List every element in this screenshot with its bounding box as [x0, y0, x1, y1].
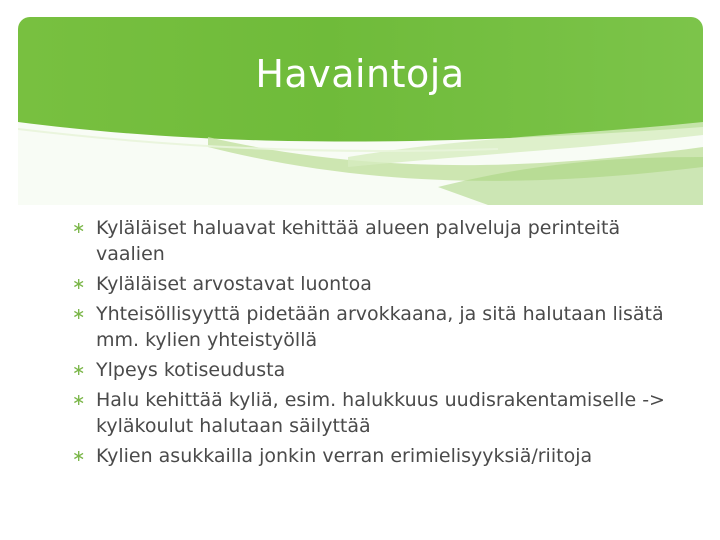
- list-item: [72, 271, 672, 297]
- list-item-text: Kylien asukkailla jonkin verran erimielisyyksiä/riitoja: [96, 445, 593, 467]
- list-item-text: Halu kehittää kyliä, esim. halukkuus uudisrakentamiselle -> kyläkoulut halutaan säilyttää: [96, 389, 665, 437]
- title-banner: [18, 17, 703, 205]
- asterisk-bullet-icon: ∗: [72, 304, 86, 323]
- asterisk-bullet-icon: ∗: [72, 218, 86, 237]
- slide-title-text: Havaintoja: [255, 52, 465, 96]
- slide-title: [0, 52, 720, 96]
- list-item-text: Yhteisöllisyyttä pidetään arvokkaana, ja sitä halutaan lisätä mm. kylien yhteistyöllä: [96, 303, 664, 351]
- list-item-text: Kyläläiset arvostavat luontoa: [96, 273, 372, 295]
- list-item-text: Ylpeys kotiseudusta: [96, 359, 286, 381]
- list-item: [72, 215, 672, 267]
- asterisk-bullet-icon: ∗: [72, 446, 86, 465]
- asterisk-bullet-icon: ∗: [72, 274, 86, 293]
- list-item: [72, 357, 672, 383]
- list-item: [72, 443, 672, 469]
- decorative-waves: [18, 17, 703, 205]
- bullet-list: [72, 215, 672, 473]
- asterisk-bullet-icon: ∗: [72, 360, 86, 379]
- asterisk-bullet-icon: ∗: [72, 390, 86, 409]
- list-item-text: Kyläläiset haluavat kehittää alueen palveluja perinteitä vaalien: [96, 217, 621, 265]
- list-item: [72, 387, 672, 439]
- list-item: [72, 301, 672, 353]
